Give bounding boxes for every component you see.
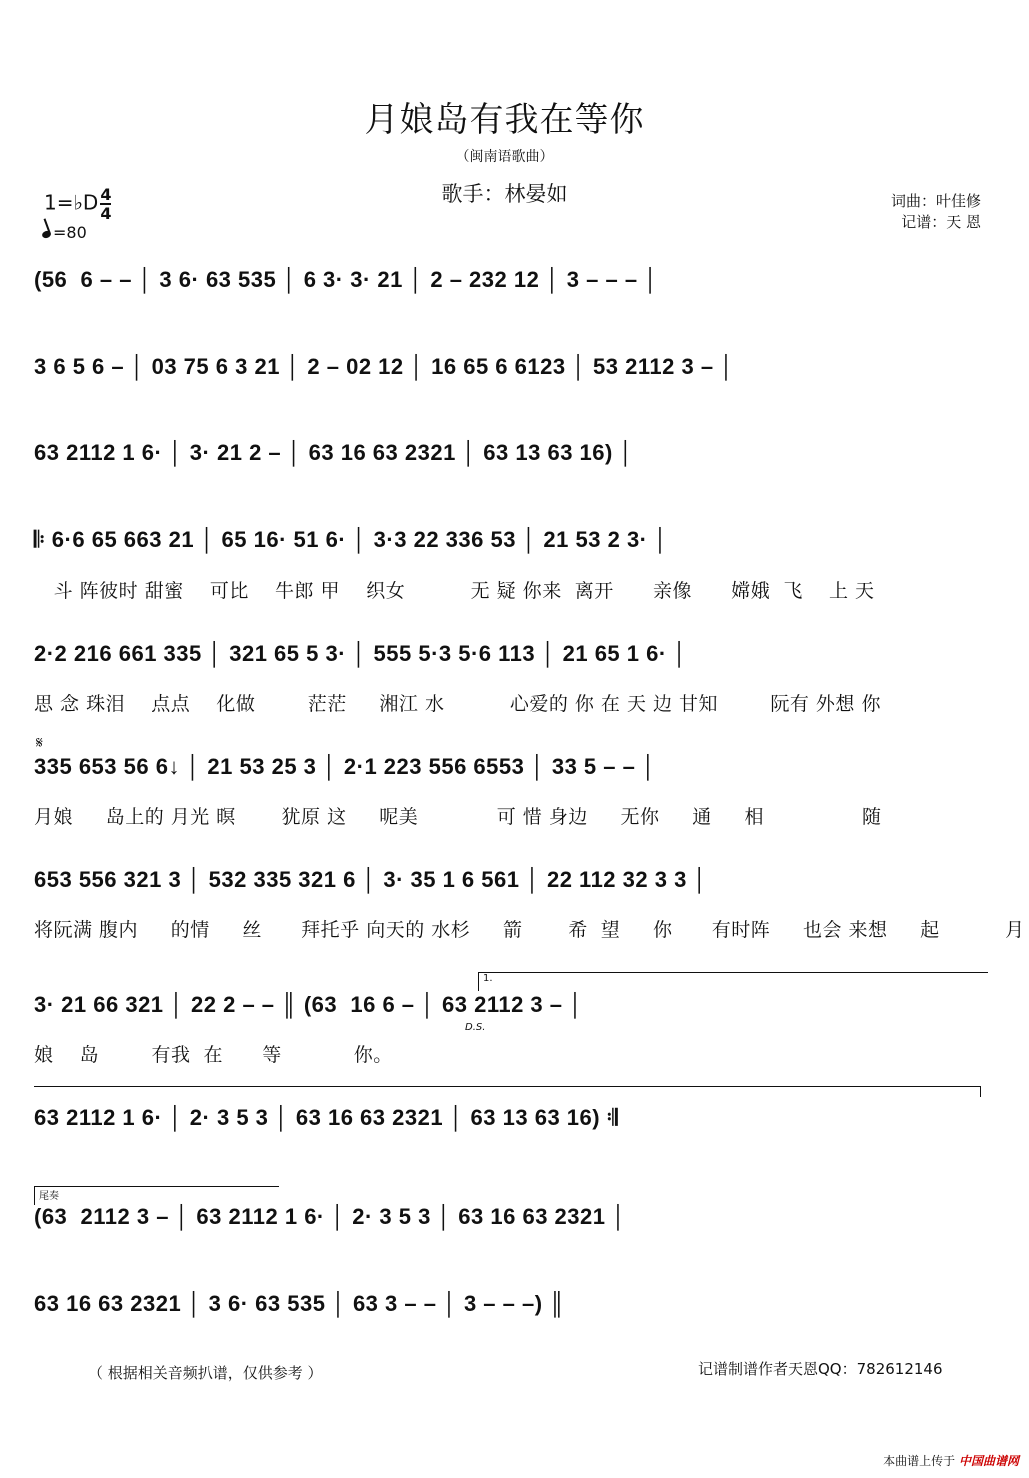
time-denominator: 4: [100, 204, 112, 223]
reference-note: （ 根据相关音频扒谱，仅供参考 ）: [88, 1364, 323, 1382]
tempo-mark: [42, 223, 87, 242]
site-logo: 中国曲谱网: [958, 1454, 1019, 1468]
lyric-line-5: 娘 岛 有我 在 等 你。: [34, 1044, 393, 1066]
score-line-7: 653 556 321 3 │ 532 335 321 6 │ 3· 35 1 6 561 │ 22 112 32 3 3 │: [34, 867, 708, 892]
score-line-5: 2·2 216 661 335 │ 321 65 5 3· │ 555 5·3 5·6 113 │ 21 65 1 6· │: [34, 641, 688, 666]
score-line-11: 63 16 63 2321 │ 3 6· 63 535 │ 63 3 – – │ 3 – – –) ║: [34, 1291, 566, 1316]
ds-mark: D.S.: [465, 1022, 486, 1033]
lyric-line-4: 将阮满 腹内 的情 丝 拜托乎 向天的 水杉 箭 希 望 你 有时阵 也会 来想 起 月: [34, 919, 1025, 941]
lyrics-music-credit: 词曲：叶佳修: [890, 192, 981, 210]
score-line-9: 63 2112 1 6· │ 2· 3 5 3 │ 63 16 63 2321 │ 63 13 63 16) 𝄇: [34, 1105, 618, 1130]
song-title: 月娘岛有我在等你: [364, 100, 645, 140]
key-signature: [44, 186, 111, 222]
upload-credit: [883, 1452, 1019, 1469]
segno-sign: 𝄋: [36, 733, 43, 752]
author-contact: 记谱制谱作者天恩QQ：782612146: [698, 1360, 943, 1378]
time-signature: [100, 186, 111, 222]
upload-label: 本曲谱上传于: [883, 1454, 956, 1468]
quarter-note-icon: [41, 230, 52, 240]
volta-number: 1.: [483, 973, 493, 984]
score-line-10: (63 2112 3 – │ 63 2112 1 6· │ 2· 3 5 3 │ 63 16 63 2321 │: [34, 1204, 627, 1229]
key-label: 1=♭D: [44, 190, 99, 215]
lyric-line-1: 斗 阵彼时 甜蜜 可比 牛郎 甲 织女 无 疑 你来 离开 亲像 嫦娥 飞 上 天: [34, 580, 875, 602]
score-line-8: 3· 21 66 321 │ 22 2 – – ║ (63 16 6 – │ 63 2112 3 – │: [34, 992, 584, 1017]
score-line-4: 𝄆 6·6 65 663 21 │ 65 16· 51 6· │ 3·3 22 336 53 │ 21 53 2 3· │: [34, 527, 669, 552]
score-line-3: 63 2112 1 6· │ 3· 21 2 – │ 63 16 63 2321 │ 63 13 63 16) │: [34, 440, 634, 465]
time-numerator: 4: [100, 185, 112, 204]
lyric-line-2: 思 念 珠泪 点点 化做 茫茫 湘江 水 心爱的 你 在 天 边 甘知 阮有 外想 你: [34, 693, 881, 715]
singer-name: 歌手：林晏如: [441, 182, 568, 206]
transcriber-credit: 记谱：天 恩: [901, 213, 981, 231]
tempo-value: =80: [53, 223, 87, 242]
coda-label: 尾奏: [39, 1191, 59, 1202]
song-subtitle: （闽南语歌曲）: [455, 149, 554, 165]
lyric-line-3: 月娘 岛上的 月光 暝 犹原 这 呢美 可 惜 身边 无你 通 相 随: [34, 806, 882, 828]
score-line-1: (56 6 – – │ 3 6· 63 535 │ 6 3· 3· 21 │ 2 – 232 12 │ 3 – – – │: [34, 267, 659, 292]
score-line-6: 335 653 56 6↓ │ 21 53 25 3 │ 2·1 223 556 6553 │ 33 5 – – │: [34, 754, 657, 779]
volta-continuation: [34, 1086, 981, 1097]
score-line-2: 3 6 5 6 – │ 03 75 6 3 21 │ 2 – 02 12 │ 16 65 6 6123 │ 53 2112 3 – │: [34, 354, 735, 379]
